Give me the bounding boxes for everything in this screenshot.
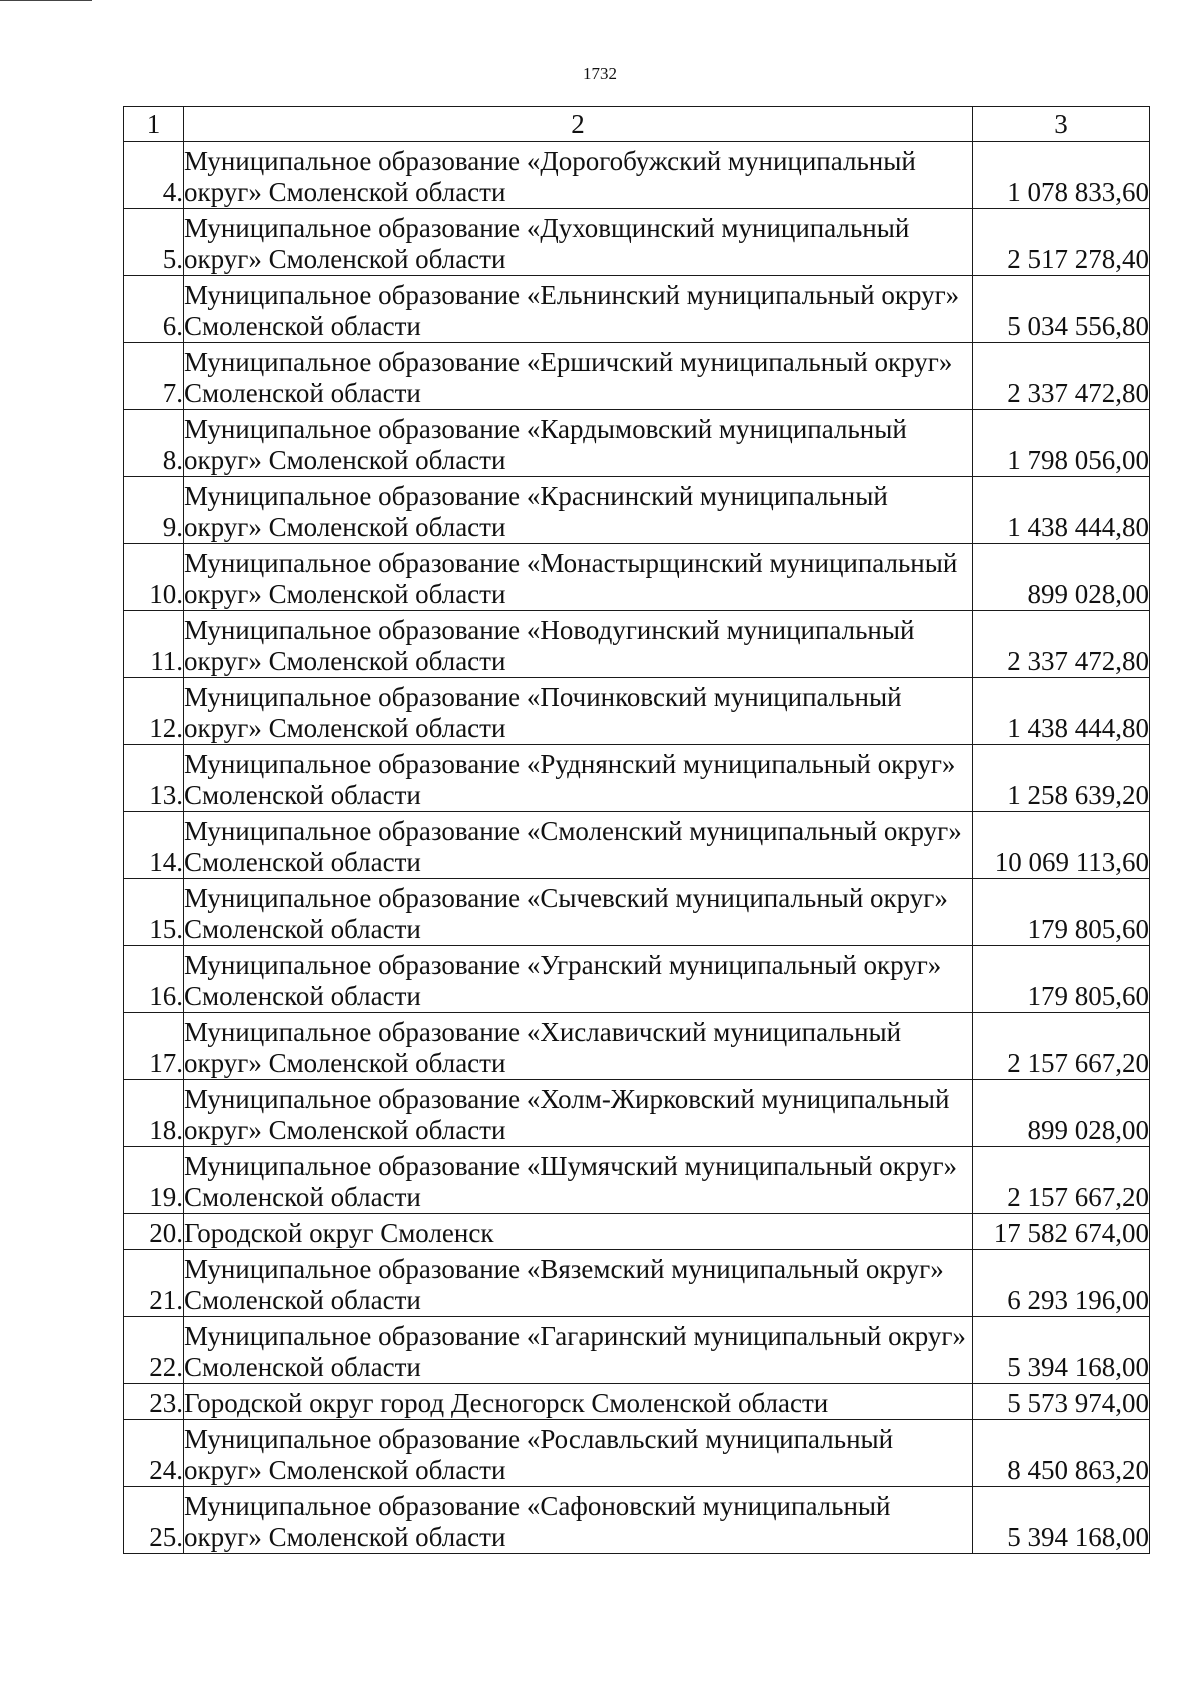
- row-number: 12.: [124, 678, 184, 745]
- municipality-name: Муниципальное образование «Краснинский муниципальный округ» Смоленской области: [184, 477, 973, 544]
- amount: 1 078 833,60: [973, 142, 1150, 209]
- table-row: [124, 1214, 1150, 1250]
- row-number: 7.: [124, 343, 184, 410]
- row-number: 21.: [124, 1250, 184, 1317]
- table-row: [124, 142, 1150, 209]
- municipality-name: Муниципальное образование «Рославльский муниципальный округ» Смоленской области: [184, 1420, 973, 1487]
- table-row: [124, 1013, 1150, 1080]
- row-number: 24.: [124, 1420, 184, 1487]
- table-row: [124, 1250, 1150, 1317]
- amount: 2 517 278,40: [973, 209, 1150, 276]
- municipality-name: Муниципальное образование «Кардымовский муниципальный округ» Смоленской области: [184, 410, 973, 477]
- municipality-name: Муниципальное образование «Хиславичский муниципальный округ» Смоленской области: [184, 1013, 973, 1080]
- table-row: [124, 343, 1150, 410]
- amount: 1 438 444,80: [973, 477, 1150, 544]
- row-number: 25.: [124, 1487, 184, 1554]
- row-number: 23.: [124, 1384, 184, 1420]
- row-number: 20.: [124, 1214, 184, 1250]
- table-row: [124, 209, 1150, 276]
- municipality-name: Муниципальное образование «Руднянский муниципальный округ» Смоленской области: [184, 745, 973, 812]
- table-row: [124, 946, 1150, 1013]
- amount: 5 034 556,80: [973, 276, 1150, 343]
- row-number: 19.: [124, 1147, 184, 1214]
- amount: 899 028,00: [973, 1080, 1150, 1147]
- table-row: [124, 611, 1150, 678]
- row-number: 18.: [124, 1080, 184, 1147]
- table-row: [124, 1420, 1150, 1487]
- municipality-name: Муниципальное образование «Монастырщинский муниципальный округ» Смоленской области: [184, 544, 973, 611]
- municipality-name: Городской округ город Десногорск Смоленской области: [184, 1384, 973, 1420]
- amount: 2 337 472,80: [973, 343, 1150, 410]
- amount: 179 805,60: [973, 879, 1150, 946]
- row-number: 8.: [124, 410, 184, 477]
- row-number: 6.: [124, 276, 184, 343]
- page-number: 1732: [583, 64, 617, 83]
- table-row: [124, 410, 1150, 477]
- municipality-name: Муниципальное образование «Ершичский муниципальный округ» Смоленской области: [184, 343, 973, 410]
- table-row: [124, 544, 1150, 611]
- amount: 2 157 667,20: [973, 1147, 1150, 1214]
- municipality-name: Муниципальное образование «Угранский муниципальный округ» Смоленской области: [184, 946, 973, 1013]
- table-row: [124, 477, 1150, 544]
- municipality-name: Муниципальное образование «Новодугинский муниципальный округ» Смоленской области: [184, 611, 973, 678]
- row-number: 9.: [124, 477, 184, 544]
- table-row: [124, 812, 1150, 879]
- row-number: 5.: [124, 209, 184, 276]
- municipality-name: Муниципальное образование «Починковский муниципальный округ» Смоленской области: [184, 678, 973, 745]
- row-number: 13.: [124, 745, 184, 812]
- amount: 899 028,00: [973, 544, 1150, 611]
- municipality-name: Муниципальное образование «Смоленский муниципальный округ» Смоленской области: [184, 812, 973, 879]
- row-number: 17.: [124, 1013, 184, 1080]
- amount: 17 582 674,00: [973, 1214, 1150, 1250]
- municipality-name: Муниципальное образование «Дорогобужский муниципальный округ» Смоленской области: [184, 142, 973, 209]
- table-row: [124, 1384, 1150, 1420]
- municipality-name: Муниципальное образование «Холм-Жирковский муниципальный округ» Смоленской области: [184, 1080, 973, 1147]
- table-row: [124, 879, 1150, 946]
- table-row: [124, 678, 1150, 745]
- amount: 8 450 863,20: [973, 1420, 1150, 1487]
- header-col-2: 2: [184, 107, 973, 142]
- municipality-name: Муниципальное образование «Сафоновский муниципальный округ» Смоленской области: [184, 1487, 973, 1554]
- row-number: 11.: [124, 611, 184, 678]
- municipality-name: Муниципальное образование «Шумячский муниципальный округ» Смоленской области: [184, 1147, 973, 1214]
- scan-corner-mark: [0, 0, 92, 1]
- amount: 1 258 639,20: [973, 745, 1150, 812]
- municipality-name: Муниципальное образование «Духовщинский муниципальный округ» Смоленской области: [184, 209, 973, 276]
- municipality-name: Муниципальное образование «Ельнинский муниципальный округ» Смоленской области: [184, 276, 973, 343]
- table-row: [124, 745, 1150, 812]
- amount: 1 798 056,00: [973, 410, 1150, 477]
- row-number: 22.: [124, 1317, 184, 1384]
- header-col-1: 1: [124, 107, 184, 142]
- amount: 179 805,60: [973, 946, 1150, 1013]
- table-row: [124, 1147, 1150, 1214]
- amount: 6 293 196,00: [973, 1250, 1150, 1317]
- municipality-name: Муниципальное образование «Сычевский муниципальный округ» Смоленской области: [184, 879, 973, 946]
- header-col-3: 3: [973, 107, 1150, 142]
- amount: 1 438 444,80: [973, 678, 1150, 745]
- table-row: [124, 276, 1150, 343]
- amount: 2 337 472,80: [973, 611, 1150, 678]
- table-row: [124, 1080, 1150, 1147]
- row-number: 16.: [124, 946, 184, 1013]
- amount: 2 157 667,20: [973, 1013, 1150, 1080]
- amount: 5 573 974,00: [973, 1384, 1150, 1420]
- municipality-name: Муниципальное образование «Вяземский муниципальный округ» Смоленской области: [184, 1250, 973, 1317]
- amount: 5 394 168,00: [973, 1317, 1150, 1384]
- row-number: 10.: [124, 544, 184, 611]
- amount: 10 069 113,60: [973, 812, 1150, 879]
- table-row: [124, 1487, 1150, 1554]
- municipality-name: Муниципальное образование «Гагаринский муниципальный округ» Смоленской области: [184, 1317, 973, 1384]
- amount: 5 394 168,00: [973, 1487, 1150, 1554]
- allocation-table: [123, 106, 1150, 1554]
- row-number: 4.: [124, 142, 184, 209]
- municipality-name: Городской округ Смоленск: [184, 1214, 973, 1250]
- row-number: 15.: [124, 879, 184, 946]
- table-row: [124, 1317, 1150, 1384]
- table-header-row: [124, 107, 1150, 142]
- row-number: 14.: [124, 812, 184, 879]
